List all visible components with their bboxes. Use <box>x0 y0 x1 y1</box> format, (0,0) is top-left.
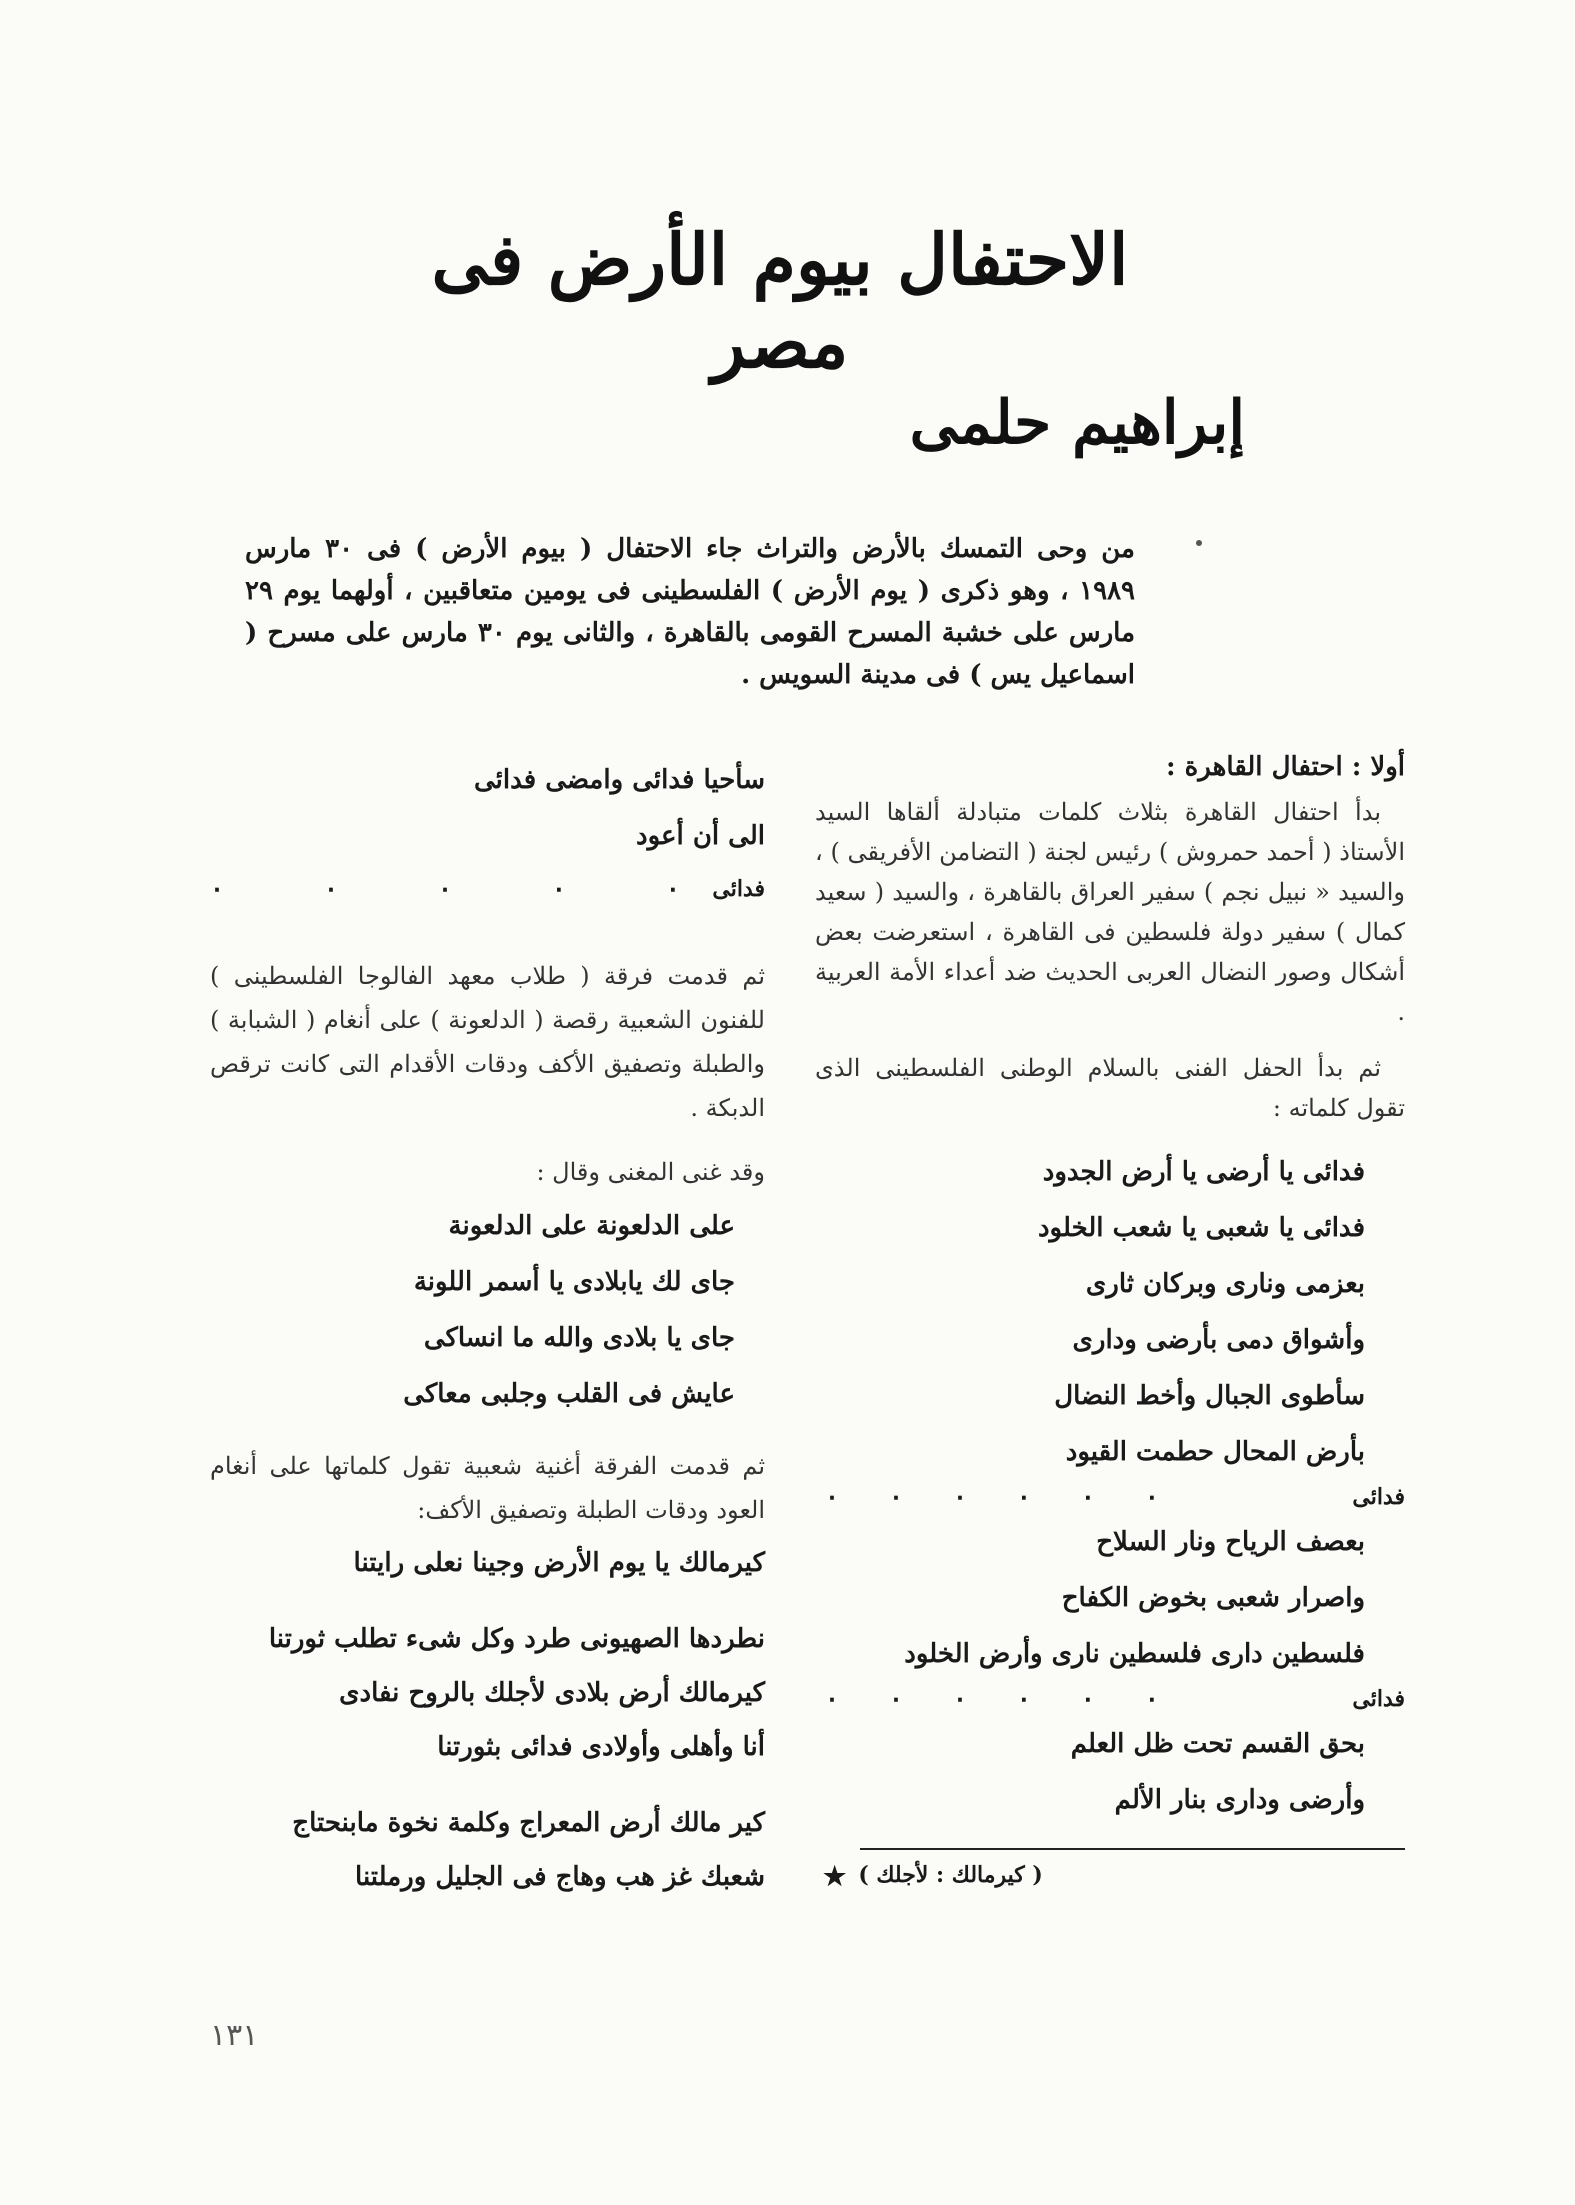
paragraph: ثم قدمت فرقة ( طلاب معهد الفالوجا الفلسطينى ) للفنون الشعبية رقصة ( الدلعونة ) على أنغام ( الشبابة ) والطبلة وتصفيق الأكف ودقات الأقدام التى كانت ترقص الدبكة . <box>210 962 765 1122</box>
anthem-line: فدائى يا شعبى يا شعب الخلود <box>1037 1213 1365 1243</box>
page-title: الاحتفال بيوم الأرض فى مصر <box>431 218 1129 384</box>
paragraph: بدأ احتفال القاهرة بثلاث كلمات متبادلة ألقاها السيد الأستاذ ( أحمد حمروش ) رئيس لجنة ( التضامن الأفريقى ) ، والسيد « نبيل نجم ) سفير العراق بالقاهرة ، والسيد ( سعيد كمال ) سفير دولة فلسطين فى القاهرة ، استعرضت بعض أشكال وصور النضال العربى الحديث ضد أعداء الأمة العربية . <box>815 798 1405 1026</box>
anthem-line: بأرض المحال حطمت القيود <box>1065 1437 1365 1467</box>
author-name: إبراهيم حلمى <box>909 388 1245 458</box>
paragraph: ثم بدأ الحفل الفنى بالسلام الوطنى الفلسطينى الذى تقول كلماته : <box>815 1054 1405 1122</box>
refrain-word: فدائى <box>712 876 765 902</box>
right-column <box>815 752 1405 1892</box>
song-line: عايش فى القلب وجلبى معاكى <box>403 1379 735 1409</box>
ellipsis-dots: ٠ ٠ ٠ ٠ ٠ ٠ <box>825 1684 1159 1714</box>
verse-line: نطردها الصهيونى طرد وكل شىء تطلب ثورتنا <box>268 1624 765 1654</box>
paragraph: وقد غنى المغنى وقال : <box>536 1158 765 1186</box>
anthem-line: بعزمى ونارى وبركان ثارى <box>1085 1269 1365 1299</box>
anthem-stanza <box>815 1514 1405 1682</box>
song-line: جاى يا بلادى والله ما انساكى <box>423 1323 735 1353</box>
anthem-line: وأشواق دمى بأرضى ودارى <box>1072 1325 1365 1355</box>
intro-text: من وحى التمسك بالأرض والتراث جاء الاحتفال ( بيوم الأرض ) فى ٣٠ مارس ١٩٨٩ ، وهو ذكرى ( يوم الأرض ) الفلسطينى فى يومين متعاقبين ، أولهما يوم ٢٩ مارس على خشبة المسرح القومى بالقاهرة ، والثانى يوم ٣٠ مارس على مسرح ( اسماعيل يس ) فى مدينة السويس . <box>245 534 1135 690</box>
paragraph: ثم قدمت الفرقة أغنية شعبية تقول كلماتها على أنغام العود ودقات الطبلة وتصفيق الأكف: <box>210 1452 765 1524</box>
verse-line: كيرمالك يا يوم الأرض وجينا نعلى رايتنا <box>353 1548 765 1578</box>
folk-verse <box>210 1796 765 1904</box>
verse-line: كيرمالك أرض بلادى لأجلك بالروح نفادى <box>339 1678 765 1708</box>
folk-verse <box>210 1536 765 1590</box>
refrain-line <box>210 864 765 914</box>
refrain-line <box>815 1480 1405 1514</box>
verse-line: كير مالك أرض المعراج وكلمة نخوة مابنحتاج <box>292 1808 765 1838</box>
refrain-word: فدائى <box>1352 1484 1405 1510</box>
anthem-line: واصرار شعبى بخوض الكفاح <box>1061 1583 1365 1613</box>
verse-line: شعبك غز هب وهاج فى الجليل ورملتنا <box>355 1862 765 1892</box>
anthem-stanza <box>815 1144 1405 1480</box>
footnote-divider <box>860 1848 1405 1850</box>
refrain-word: فدائى <box>1352 1686 1405 1712</box>
anthem-line: فدائى يا أرضى يا أرض الجدود <box>1042 1157 1365 1187</box>
anthem-line: سأطوى الجبال وأخط النضال <box>1054 1381 1365 1411</box>
ellipsis-dots: ٠ ٠ ٠ ٠ ٠ <box>210 874 680 904</box>
footnote <box>815 1862 1405 1892</box>
song-line: على الدلعونة على الدلعونة <box>448 1211 735 1241</box>
left-column <box>210 752 765 1904</box>
verse-line: أنا وأهلى وأولادى فدائى بثورتنا <box>437 1732 765 1762</box>
margin-mark <box>1196 540 1202 546</box>
song-line: جاى لك يابلادى يا أسمر اللونة <box>413 1267 735 1297</box>
anthem-line: الى أن أعود <box>636 821 765 851</box>
anthem-line: بعصف الرياح ونار السلاح <box>1096 1527 1365 1557</box>
anthem-line: سأحيا فدائى وامضى فدائى <box>473 765 765 795</box>
intro-paragraph <box>245 528 1135 696</box>
anthem-stanza <box>815 1716 1405 1828</box>
anthem-line: بحق القسم تحت ظل العلم <box>1070 1729 1365 1759</box>
star-icon: ★ <box>823 1862 847 1892</box>
folk-verse <box>210 1612 765 1774</box>
footnote-text: ( كيرمالك : لأجلك ) <box>858 1862 1043 1888</box>
anthem-ending <box>210 752 765 864</box>
section-heading: أولا : احتفال القاهرة : <box>1165 752 1405 782</box>
page-number: ١٣١ <box>210 2018 259 2053</box>
song-lyrics <box>210 1198 765 1422</box>
anthem-line: فلسطين دارى فلسطين نارى وأرض الخلود <box>904 1639 1365 1669</box>
anthem-line: وأرضى ودارى بنار الألم <box>1114 1785 1365 1815</box>
ellipsis-dots: ٠ ٠ ٠ ٠ ٠ ٠ <box>825 1482 1159 1512</box>
refrain-line <box>815 1682 1405 1716</box>
